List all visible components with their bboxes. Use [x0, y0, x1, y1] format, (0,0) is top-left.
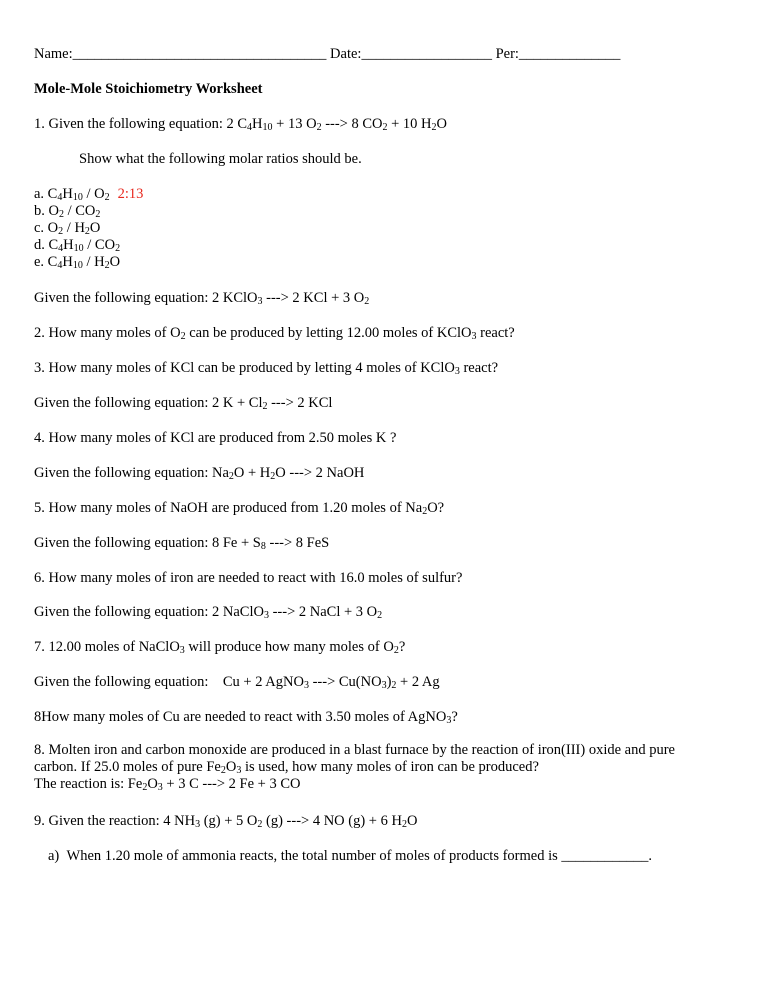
ratio-a-answer: 2:13	[117, 186, 144, 202]
name-field[interactable]: ___________________________________	[72, 46, 327, 62]
question-8a: 8How many moles of Cu are needed to react with 3.50 moles of AgNO$_3$?	[34, 709, 458, 726]
question-8b: 8. Molten iron and carbon monoxide are produced in a blast furnace by the reaction of iron(III) oxide and pure carbon. If 25.0 moles of pure $Fe_2O_3$ is used, how many moles of iron can be produced? The reaction is: $Fe_2O_3 + 3$ C ---> 2 Fe + 3 CO	[34, 742, 675, 793]
given-equation-kcl: Given the following equation: 2 $K + Cl_2$ ---> 2 KCl	[34, 395, 333, 412]
ratio-e: e. $C_4H_{10} / H_2O$	[34, 254, 121, 271]
ratio-a	[34, 185, 143, 203]
question-4: 4. How many moles of KCl are produced from 2.50 moles K ?	[34, 430, 397, 446]
question-9: 9. Given the reaction: 4 $NH_3$ (g) + 5 $O_2$ (g) ---> 4 NO (g) + 6 $H_2O$	[34, 813, 418, 830]
question-5: 5. How many moles of NaOH are produced from 1.20 moles of $Na_2O$?	[34, 500, 445, 517]
question-1-instruction: Show what the following molar ratios should be.	[79, 151, 362, 167]
per-label: Per:	[495, 46, 519, 62]
ratio-d: d. $C_4H_{10} / CO_2$	[34, 237, 121, 254]
given-equation-naoh: Given the following equation: $Na_2O + H_2O$ ---> 2 NaOH	[34, 465, 365, 482]
name-label: Name:	[34, 46, 73, 62]
given-equation-fes: Given the following equation: 8 $Fe + S_8$ ---> 8 FeS	[34, 535, 330, 552]
header-line	[34, 45, 620, 63]
per-field[interactable]: ______________	[518, 46, 621, 62]
ratio-a-label: a. $C_4H_{10} / O_2$	[34, 186, 110, 203]
date-label: Date:	[330, 46, 362, 62]
question-7: 7. 12.00 moles of NaClO$_3$ will produce how many moles of $O_2$?	[34, 639, 406, 656]
question-1	[34, 115, 447, 133]
given-equation-agno3: Given the following equation: Cu + 2 AgNO$_3$ ---> $Cu(NO_3)_2 + 2$ Ag	[34, 674, 440, 691]
date-field[interactable]: __________________	[361, 46, 492, 62]
given-equation-kclo3: Given the following equation: 2 KClO$_3$ ---> 2 KCl + 3 $O_2$	[34, 290, 370, 307]
question-3: 3. How many moles of KCl can be produced by letting 4 moles of KClO$_3$ react?	[34, 360, 499, 377]
question-1-intro: 1. Given the following equation:	[34, 116, 227, 132]
question-9a: a) When 1.20 mole of ammonia reacts, the total number of moles of products formed is ____________.	[48, 848, 653, 864]
question-2: 2. How many moles of $O_2$ can be produced by letting 12.00 moles of KClO$_3$ react?	[34, 325, 515, 342]
ratio-b: b. $O_2 / CO_2$	[34, 203, 101, 220]
question-1-equation: 2 $C_4H_{10} + 13$ $O_2$ ---> 8 $CO_2 + 10$ $H_2O$	[226, 116, 448, 133]
question-6: 6. How many moles of iron are needed to react with 16.0 moles of sulfur?	[34, 570, 463, 586]
worksheet-title: Mole-Mole Stoichiometry Worksheet	[34, 81, 263, 97]
given-equation-naclo3: Given the following equation: 2 NaClO$_3$ ---> 2 NaCl + 3 $O_2$	[34, 604, 383, 621]
ratio-c: c. $O_2 / H_2O$	[34, 220, 101, 237]
